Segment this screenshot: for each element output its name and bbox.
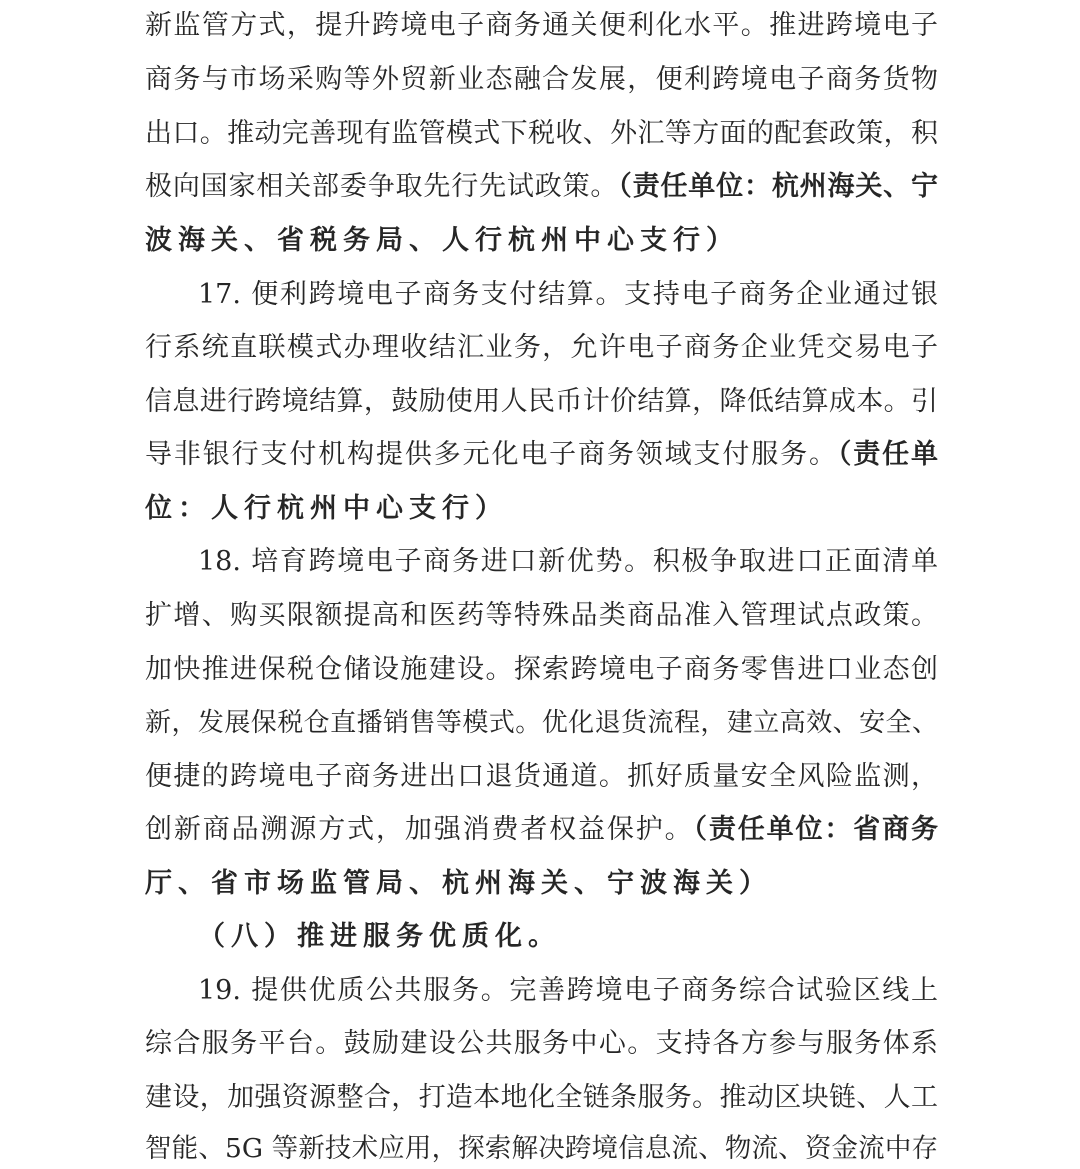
text-line: 建设，加强资源整合，打造本地化全链条服务。推动区块链、人工 xyxy=(145,1082,938,1113)
text-span: 导非银行支付机构提供多元化电子商务领域支付服务。 xyxy=(145,439,838,470)
text-line: 新监管方式，提升跨境电子商务通关便利化水平。推进跨境电子 xyxy=(145,10,938,41)
text-line: 新，发展保税仓直播销售等模式。优化退货流程，建立高效、安全、 xyxy=(145,708,938,738)
text-span: 创新商品溯源方式，加强消费者权益保护。 xyxy=(145,814,694,845)
text-line: 信息进行跨境结算，鼓励使用人民币计价结算，降低结算成本。引 xyxy=(145,386,938,417)
responsibility-note: （责任单位：省商务 xyxy=(693,814,939,845)
text-line-mixed xyxy=(145,810,938,850)
section-heading: （八）推进服务优质化。 xyxy=(198,921,561,952)
responsibility-note: （责任单 xyxy=(837,439,939,470)
item-17-heading-line: 17. 便利跨境电子商务支付结算。支持电子商务企业通过银 xyxy=(198,279,938,310)
responsibility-note-end: 厅、省市场监管局、杭州海关、宁波海关） xyxy=(145,868,772,899)
text-line: 扩增、购买限额提高和医药等特殊品类商品准入管理试点政策。 xyxy=(145,600,938,631)
text-line: 智能、5G 等新技术应用，探索解决跨境信息流、物流、资金流中存 xyxy=(145,1133,938,1164)
text-span: 极向国家相关部委争取先行先试政策。 xyxy=(145,171,619,202)
text-line: 便捷的跨境电子商务进出口退货通道。抓好质量安全风险监测， xyxy=(145,761,938,792)
responsibility-note-end: 波海关、省税务局、人行杭州中心支行） xyxy=(145,225,739,256)
item-19-heading-line: 19. 提供优质公共服务。完善跨境电子商务综合试验区线上 xyxy=(198,975,938,1006)
text-line-mixed xyxy=(145,167,938,207)
text-line: 出口。推动完善现有监管模式下税收、外汇等方面的配套政策，积 xyxy=(145,118,938,149)
text-line: 行系统直联模式办理收结汇业务，允许电子商务企业凭交易电子 xyxy=(145,332,938,363)
item-18-heading-line: 18. 培育跨境电子商务进口新优势。积极争取进口正面清单 xyxy=(198,546,938,577)
responsibility-note: （责任单位：杭州海关、宁 xyxy=(618,171,939,202)
text-line: 商务与市场采购等外贸新业态融合发展，便利跨境电子商务货物 xyxy=(145,64,938,95)
text-line: 综合服务平台。鼓励建设公共服务中心。支持各方参与服务体系 xyxy=(145,1028,938,1059)
text-line: 加快推进保税仓储设施建设。探索跨境电子商务零售进口业态创 xyxy=(145,654,938,685)
text-line-mixed xyxy=(145,435,938,475)
responsibility-note-end: 位：人行杭州中心支行） xyxy=(145,493,508,524)
